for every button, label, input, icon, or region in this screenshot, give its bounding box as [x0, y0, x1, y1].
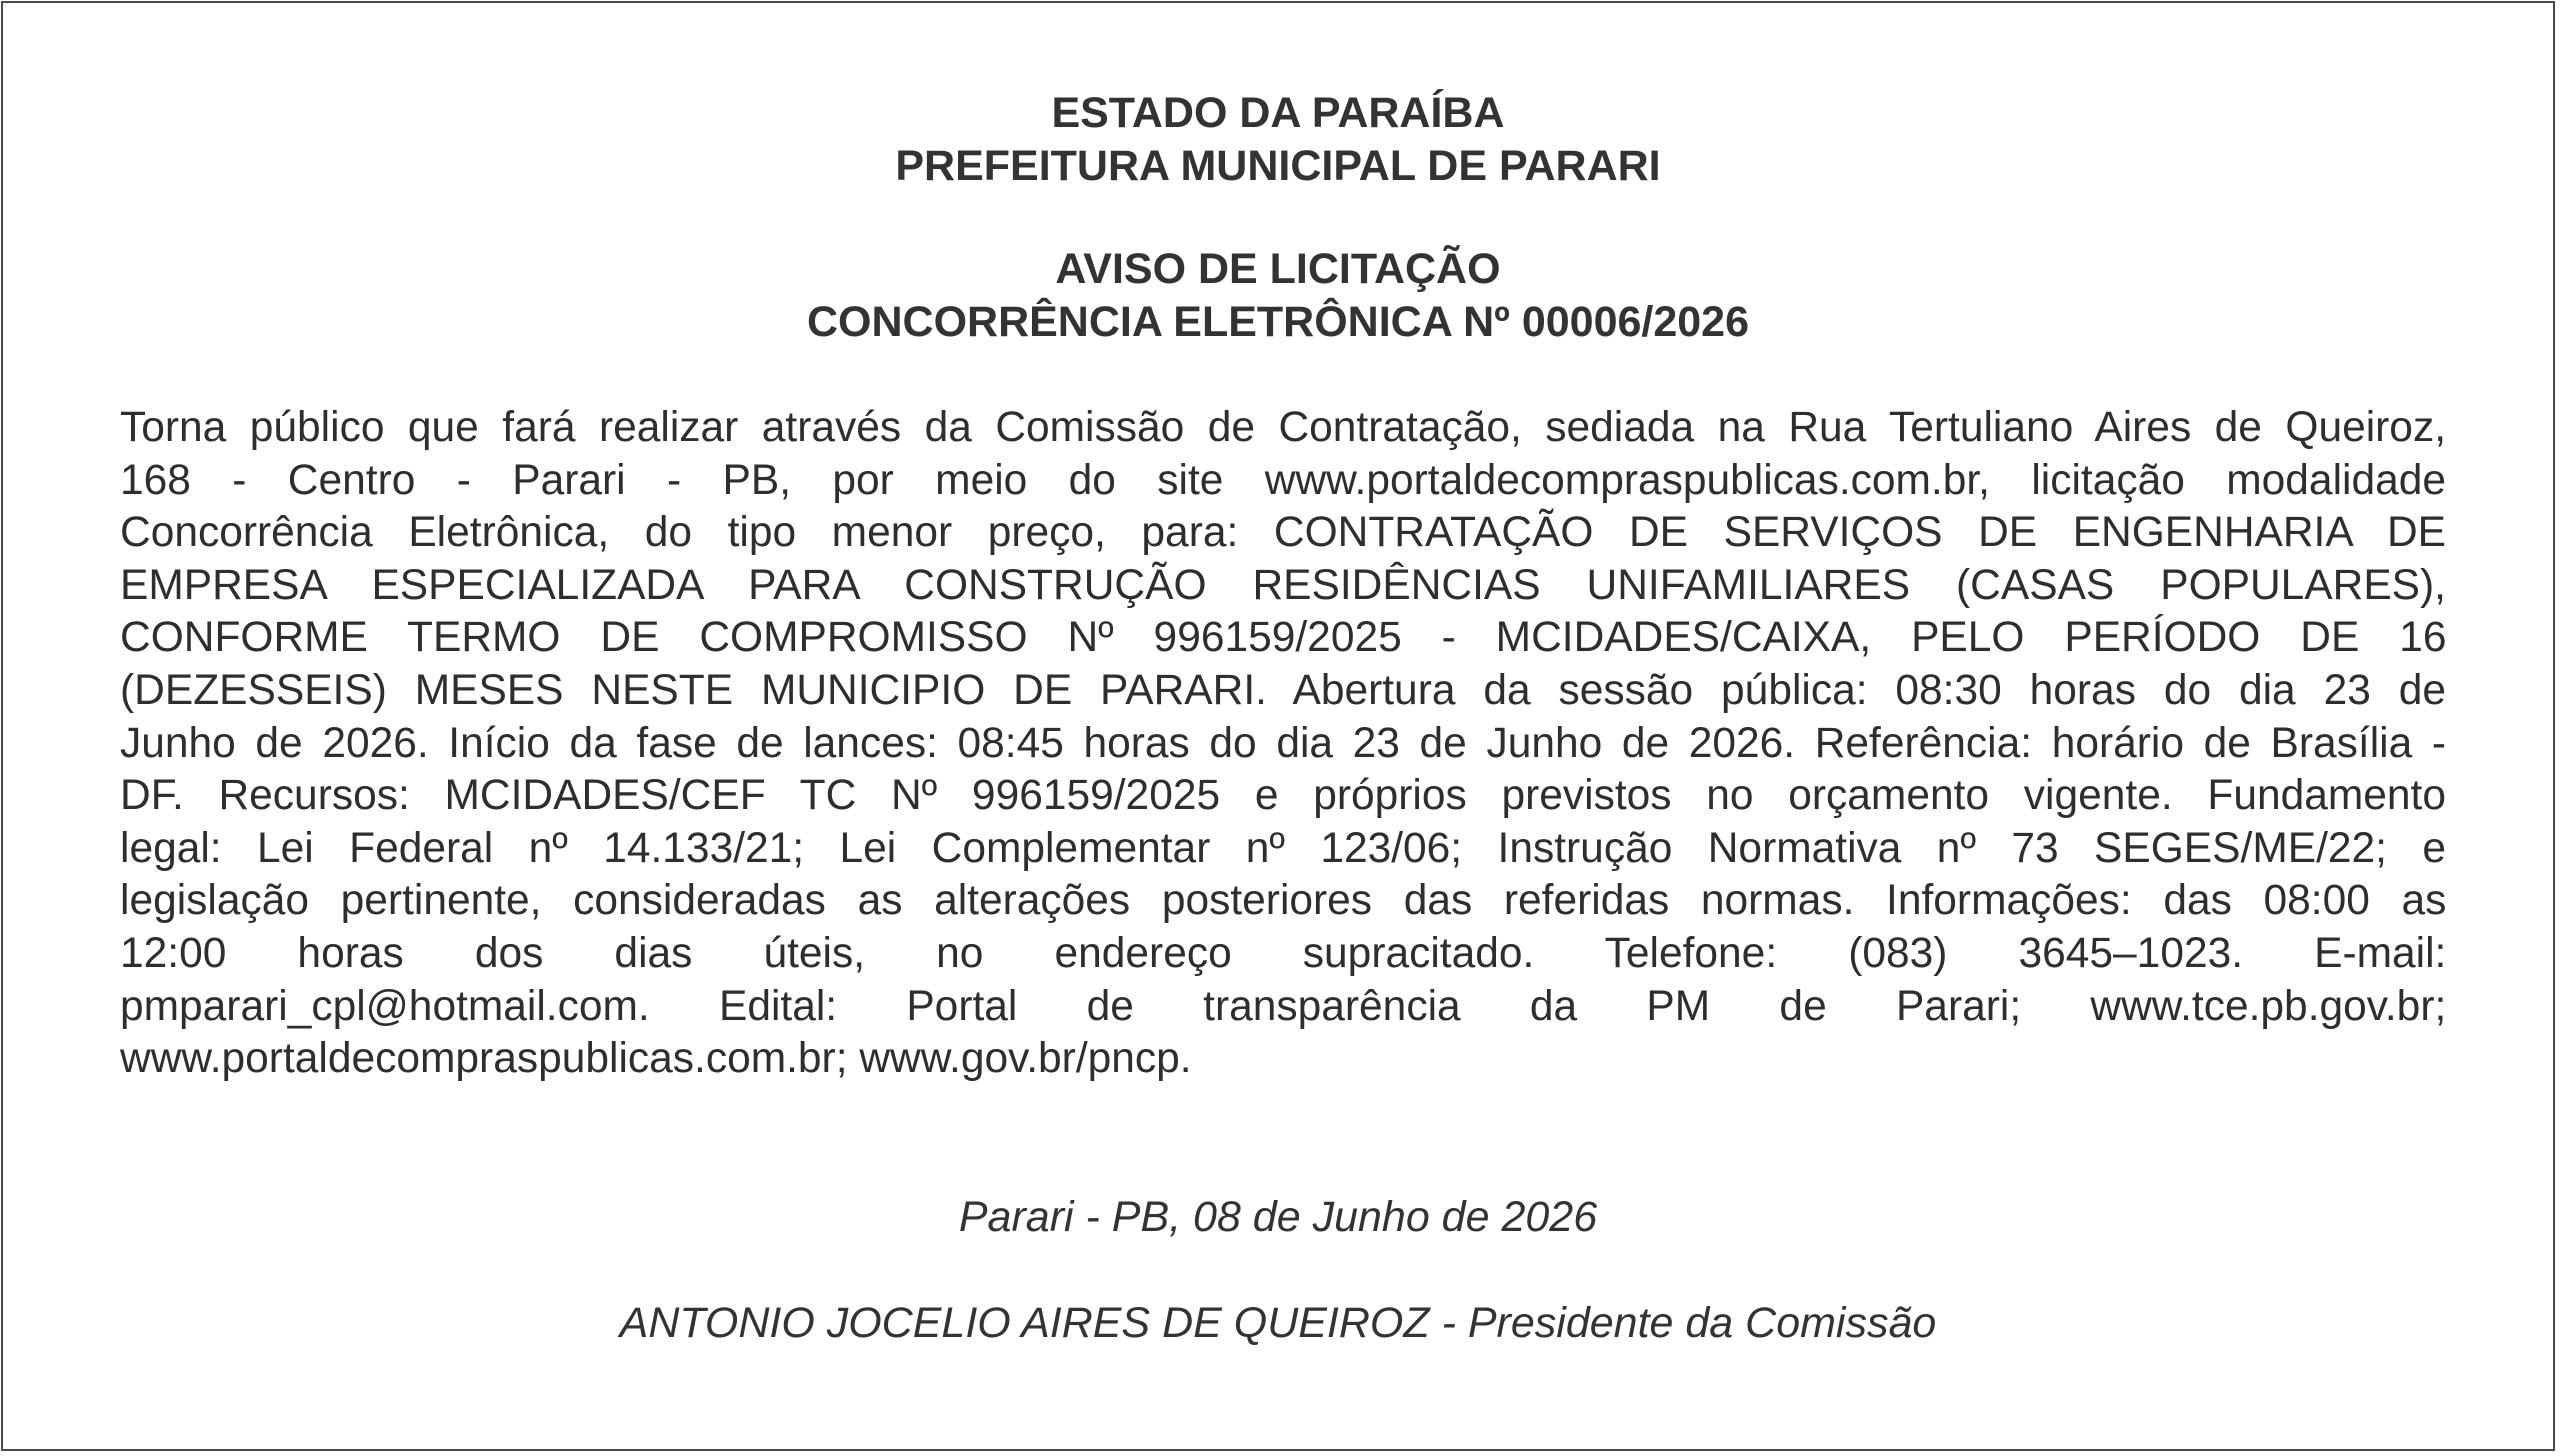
body-line: EMPRESA ESPECIALIZADA PARA CONSTRUÇÃO RESIDÊNCIAS UNIFAMILIARES (CASAS POPULARES),: [120, 561, 2446, 609]
place-date: Parari - PB, 08 de Junho de 2026: [958, 1193, 1598, 1241]
body-line: CONFORME TERMO DE COMPROMISSO Nº 996159/2025 - MCIDADES/CAIXA, PELO PERÍODO DE 16: [120, 614, 2447, 662]
notice-type: AVISO DE LICITAÇÃO: [1055, 245, 1501, 293]
body-line: legislação pertinente, consideradas as alterações posteriores das referidas normas. Informações: das 08:00 as: [120, 877, 2447, 925]
notice-heading: [3, 243, 2553, 349]
body-line: pmparari_cpl@hotmail.com. Edital: Portal de transparência da PM de Parari; www.tce.pb.gov.br;: [120, 982, 2447, 1030]
body-line: Torna público que fará realizar através da Comissão de Contratação, sediada na Rua Tertuliano Aires de Queiroz,: [120, 404, 2446, 451]
signature-line: ANTONIO JOCELIO AIRES DE QUEIROZ - Presidente da Comissão: [619, 1299, 1937, 1347]
body-line: www.portaldecompraspublicas.com.br; www.gov.br/pncp.: [120, 1035, 1192, 1083]
state-name: ESTADO DA PARAÍBA: [1051, 89, 1505, 137]
body-line: 168 - Centro - Parari - PB, por meio do site www.portaldecompraspublicas.com.br, licitação modalidade: [120, 456, 2446, 504]
body-line: Concorrência Eletrônica, do tipo menor preço, para: CONTRATAÇÃO DE SERVIÇOS DE ENGENHARIA DE: [120, 509, 2446, 557]
municipality-name: PREFEITURA MUNICIPAL DE PARARI: [895, 142, 1661, 190]
body-line: DF. Recursos: MCIDADES/CEF TC Nº 996159/2025 e próprios previstos no orçamento vigente. Fundamento: [120, 772, 2446, 820]
header-issuer: [3, 87, 2553, 193]
notice-body: [120, 402, 2446, 1086]
body-line: (DEZESSEIS) MESES NESTE MUNICIPIO DE PARARI. Abertura da sessão pública: 08:30 horas do dia 23 de: [120, 666, 2446, 714]
notice-frame: [1, 1, 2555, 1451]
body-line: legal: Lei Federal nº 14.133/21; Lei Complementar nº 123/06; Instrução Normativa nº 73 SEGES/ME/22; e: [120, 824, 2446, 872]
procurement-number: CONCORRÊNCIA ELETRÔNICA Nº 00006/2026: [806, 298, 1750, 346]
body-line: 12:00 horas dos dias úteis, no endereço supracitado. Telefone: (083) 3645–1023. E-mail:: [120, 929, 2447, 977]
body-line: Junho de 2026. Início da fase de lances: 08:45 horas do dia 23 de Junho de 2026. Referência: horário de Brasília -: [120, 719, 2446, 767]
